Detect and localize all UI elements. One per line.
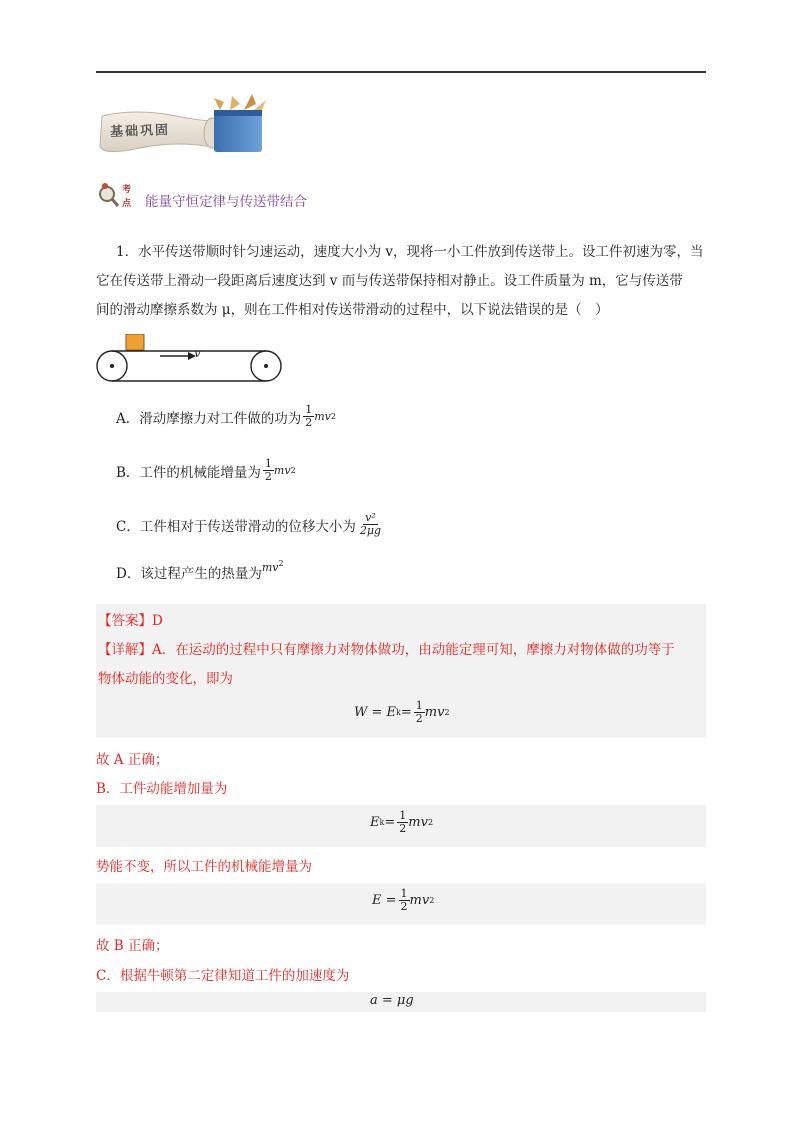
question-line-1: 1．水平传送带顺时针匀速运动，速度大小为 v，现将一小工件放到传送带上。设工件初速为零，当 [116,244,704,260]
option-d-exp: 2 [278,558,284,568]
section-banner [96,94,276,158]
f3-den: 2 [400,900,408,913]
f4-text: a = μg [370,993,414,1008]
option-c-den: 2μg [359,524,382,537]
kaodian-badge [96,180,144,214]
topic-title: 能量守恒定律与传送带结合 [145,194,307,210]
conveyor-belt-icon [96,334,286,384]
option-d[interactable] [116,558,284,582]
conclusion-b: 故 B 正确； [96,938,169,954]
f1-mv: mv [424,705,445,720]
formula-accel [370,993,414,1008]
f2-fraction [397,810,408,835]
option-a-text: A．滑动摩擦力对工件做的功为 [116,410,302,427]
f2-left: E [370,815,380,830]
f1-left: W = E [354,705,397,720]
answer-label [98,609,163,629]
f1-eq: = [400,705,412,720]
f1-den: 2 [415,712,423,725]
answer-label-text: 【答案】 [98,613,152,629]
f3-mv: mv [409,893,430,908]
f1-sub: k [396,708,401,717]
option-b-exp: 2 [290,466,296,475]
answer-value: D [152,613,163,629]
f2-num: 1 [399,809,407,822]
option-b-mv: mv [273,464,291,477]
option-b-fraction [263,458,274,483]
option-a-mv: mv [314,410,331,423]
detail-line-1 [98,638,675,658]
kaodian-char-1: 考 [122,185,132,195]
banner-title: 基础巩固 [109,122,171,141]
top-rule [96,71,706,73]
f2-den: 2 [399,822,407,835]
option-c-fraction [358,512,383,537]
option-c[interactable] [116,512,383,537]
conclusion-a: 故 A 正确； [96,752,169,768]
f3-num: 1 [400,887,408,900]
option-d-mv: mv [261,560,279,574]
option-a-num: 1 [305,403,313,416]
f1-fraction [414,700,425,725]
f3-fraction [399,888,410,913]
option-b-text: B．工件的机械能增量为 [116,464,261,481]
f2-exp: 2 [427,818,434,827]
option-b-den: 2 [264,470,272,483]
kaodian-char-2: 点 [122,199,132,209]
detail-line-1-text: A．在运动的过程中只有摩擦力对物体做功，由动能定理可知，摩擦力对物体做的功等于 [152,642,675,658]
option-c-num: v² [365,511,376,524]
option-a[interactable] [116,404,336,429]
formula-e [372,888,434,913]
question-line-2: 它在传送带上滑动一段距离后速度达到 v 而与传送带保持相对静止。设工件质量为 m，它与传送带 [96,273,683,289]
formula-work [354,700,450,725]
f2-eq: = [384,815,396,830]
formula-ek [370,810,433,835]
f2-mv: mv [408,815,428,830]
option-a-exp: 2 [330,412,336,421]
option-d-text: D．该过程产生的热量为 [116,566,262,582]
question-line-3: 间的滑动摩擦系数为 μ，则在工件相对传送带滑动的过程中，以下说法错误的是（ ） [96,302,609,318]
option-b[interactable] [116,458,296,483]
f1-exp: 2 [444,708,450,717]
velocity-label: v [194,346,201,360]
f3-left: E = [372,893,397,908]
f1-num: 1 [415,699,423,712]
conveyor-diagram [96,334,286,384]
option-a-fraction [303,404,314,429]
b-line-2: 势能不变，所以工件的机械能增量为 [96,859,312,875]
magnifier-icon [96,180,122,210]
b-line: B．工件动能增加量为 [96,781,228,797]
f2-sub: k [379,818,385,827]
detail-label: 【详解】 [98,642,152,658]
c-line: C．根据牛顿第二定律知道工件的加速度为 [96,968,350,984]
option-b-num: 1 [264,457,272,470]
f3-exp: 2 [429,896,435,905]
detail-line-2: 物体动能的变化，即为 [98,671,233,687]
option-c-text: C．工件相对于传送带滑动的位移大小为 [116,518,356,535]
option-a-den: 2 [305,416,313,429]
